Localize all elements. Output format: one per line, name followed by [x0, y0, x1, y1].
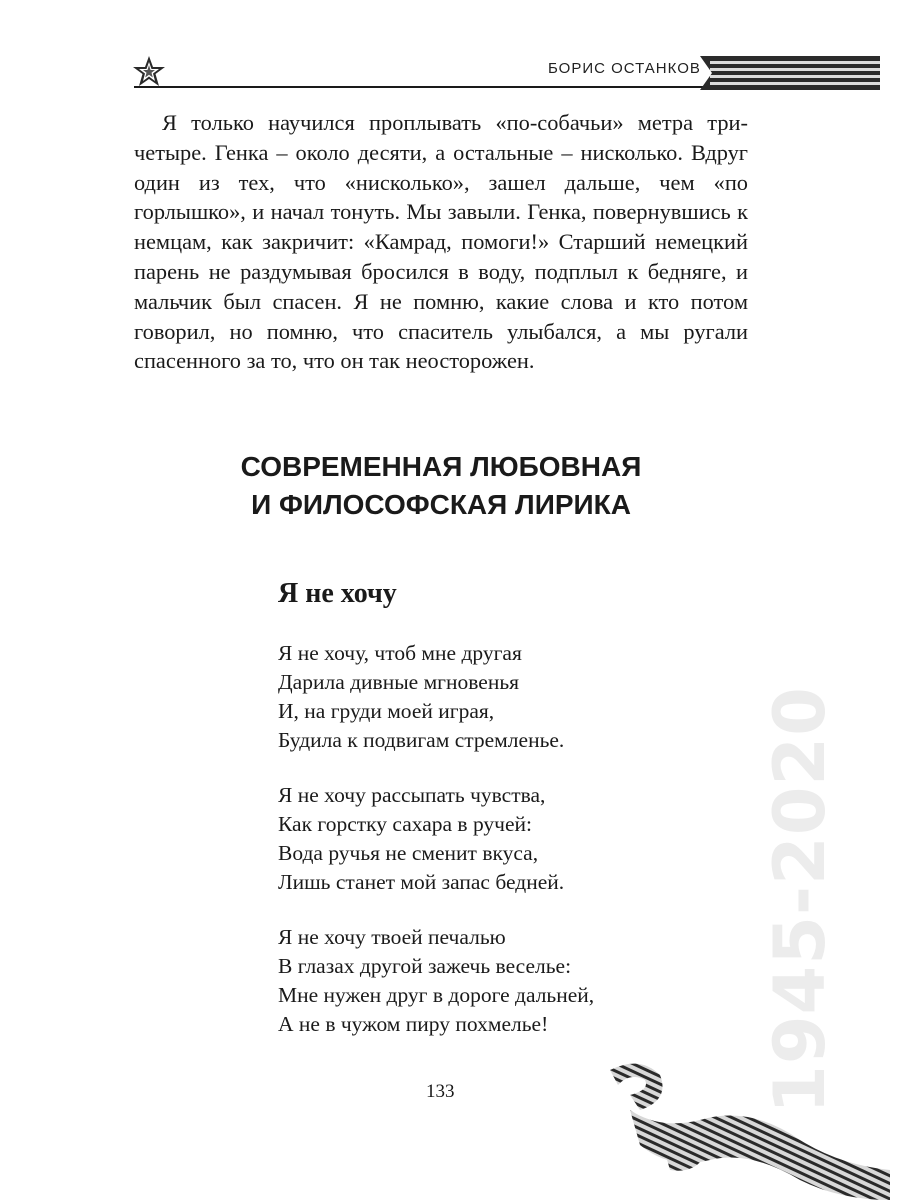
- poem-line: В глазах другой зажечь веселье:: [278, 954, 572, 978]
- section-title: [134, 448, 748, 524]
- poem-line: Я не хочу рассыпать чувства,: [278, 783, 546, 807]
- prose-paragraph: Я только научился проплывать «по-собачьи» метра три-четыре. Генка – около десяти, а остальные – нисколько. Вдруг один из тех, что «нисколько», зашел дальше, чем «по горлышко», и начал тонуть. Мы завыли. Генка, повернувшись к немцам, как закричит: «Камрад, помоги!» Старший немецкий парень не раздумывая бросился в воду, подплыл к бедняге, и мальчик был спасен. Я не помню, какие слова и кто потом говорил, но помню, что спаситель улыбался, а мы ругали спасенного за то, что он так неосторожен.: [134, 110, 748, 374]
- poem-line: Вода ручья не сменит вкуса,: [278, 841, 539, 865]
- poem-line: А не в чужом пиру похмелье!: [278, 1012, 549, 1036]
- running-head-author: БОРИС ОСТАНКОВ: [548, 60, 701, 77]
- poem-line: Я не хочу твоей печалью: [278, 925, 506, 949]
- poem-stanza: [278, 639, 698, 755]
- star-icon: [132, 54, 166, 88]
- poem-line: И, на груди моей играя,: [278, 699, 495, 723]
- poem-line: Мне нужен друг в дороге дальней,: [278, 983, 595, 1007]
- poem-line: Будила к подвигам стремленье.: [278, 728, 565, 752]
- st-george-ribbon-decoration: [600, 1050, 890, 1200]
- poem-line: Дарила дивные мгновенья: [278, 670, 520, 694]
- section-title-line: СОВРЕМЕННАЯ ЛЮБОВНАЯ: [240, 451, 642, 482]
- poem-stanza: [278, 781, 698, 897]
- years-watermark: 1945-2020: [759, 686, 841, 1114]
- poem-line: Как горстку сахара в ручей:: [278, 812, 533, 836]
- ribbon-stripes-decoration: [700, 56, 880, 90]
- page-number: 133: [426, 1081, 455, 1102]
- poem-title: Я не хочу: [278, 578, 397, 609]
- poem-line: Я не хочу, чтоб мне другая: [278, 641, 522, 665]
- poem-stanza: [278, 923, 698, 1039]
- poem-line: Лишь станет мой запас бедней.: [278, 870, 565, 894]
- section-title-line: И ФИЛОСОФСКАЯ ЛИРИКА: [251, 489, 631, 520]
- header-rule: [134, 86, 710, 88]
